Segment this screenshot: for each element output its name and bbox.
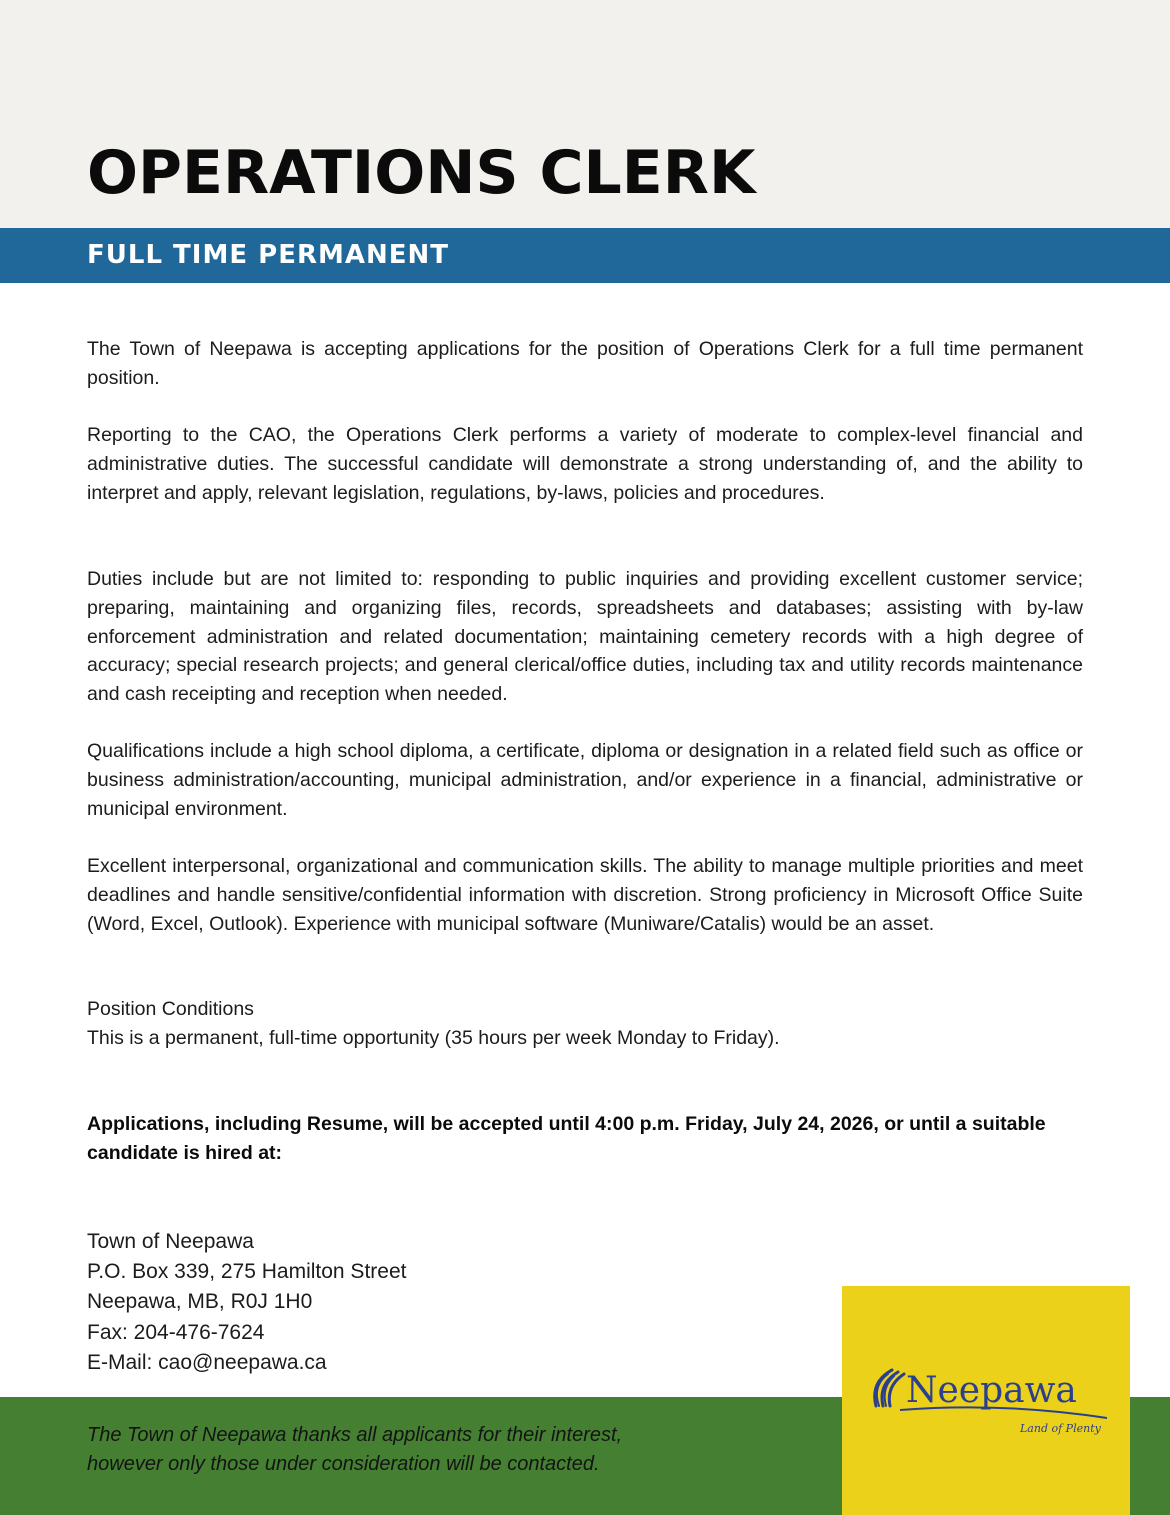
email-address: E-Mail: cao@neepawa.ca [87,1350,327,1374]
fax-number: Fax: 204-476-7624 [87,1320,265,1344]
thanks-line-2: however only those under consideration will be contacted. [87,1452,600,1475]
address-line-1: Town of Neepawa [87,1230,254,1253]
contact-address [87,1227,687,1378]
logo-wordmark: Neepawa [906,1370,1077,1411]
qualifications-paragraph: Qualifications include a high school diploma, a certificate, diploma or designation in a related field such as office or business administration/accounting, municipal administration, and/or experience in a financial, administrative or municipal environment. [87,740,1083,820]
wheat-swoosh-icon [875,1370,904,1406]
address-line-3: Neepawa, MB, R0J 1H0 [87,1290,313,1314]
logo-panel [842,1286,1130,1515]
employment-type: FULL TIME PERMANENT [87,240,450,270]
duties-paragraph: Duties include but are not limited to: responding to public inquiries and providing excellent customer service; preparing, maintaining and organizing files, records, spreadsheets and databases; assisting with by-law enforcement administration and related documentation; maintaining cemetery records with a high degree of accuracy; special research projects; and general clerical/office duties, including tax and utility records maintenance and cash receipting and reception when needed. [87,568,1083,706]
application-deadline: Applications, including Resume, will be accepted until 4:00 p.m. Friday, July 24, 2026, or until a suitable candidate is hired at: [87,1113,1046,1164]
intro-paragraph: The Town of Neepawa is accepting applications for the position of Operations Clerk for a full time permanent position. [87,338,1083,389]
conditions-text: This is a permanent, full-time opportunity (35 hours per week Monday to Friday). [87,1027,780,1049]
thanks-line-1: The Town of Neepawa thanks all applicants for their interest, [87,1424,623,1446]
thanks-note [87,1421,787,1478]
logo-tagline: Land of Plenty [1020,1422,1101,1435]
neepawa-logo [862,1362,1112,1442]
page-title: OPERATIONS CLERK [87,138,756,208]
reporting-paragraph: Reporting to the CAO, the Operations Clerk performs a variety of moderate to complex-level financial and administrative duties. The successful candidate will demonstrate a strong understanding of, and the ability to interpret and apply, relevant legislation, regulations, by-laws, policies and procedures. [87,424,1083,504]
address-line-2: P.O. Box 339, 275 Hamilton Street [87,1260,407,1284]
conditions-heading: Position Conditions [87,998,254,1020]
skills-paragraph: Excellent interpersonal, organizational and communication skills. The ability to manage multiple priorities and meet deadlines and handle sensitive/confidential information with discretion. Strong proficiency in Microsoft Office Suite (Word, Excel, Outlook). Experience with municipal software (Muniware/Catalis) would be an asset. [87,855,1083,935]
